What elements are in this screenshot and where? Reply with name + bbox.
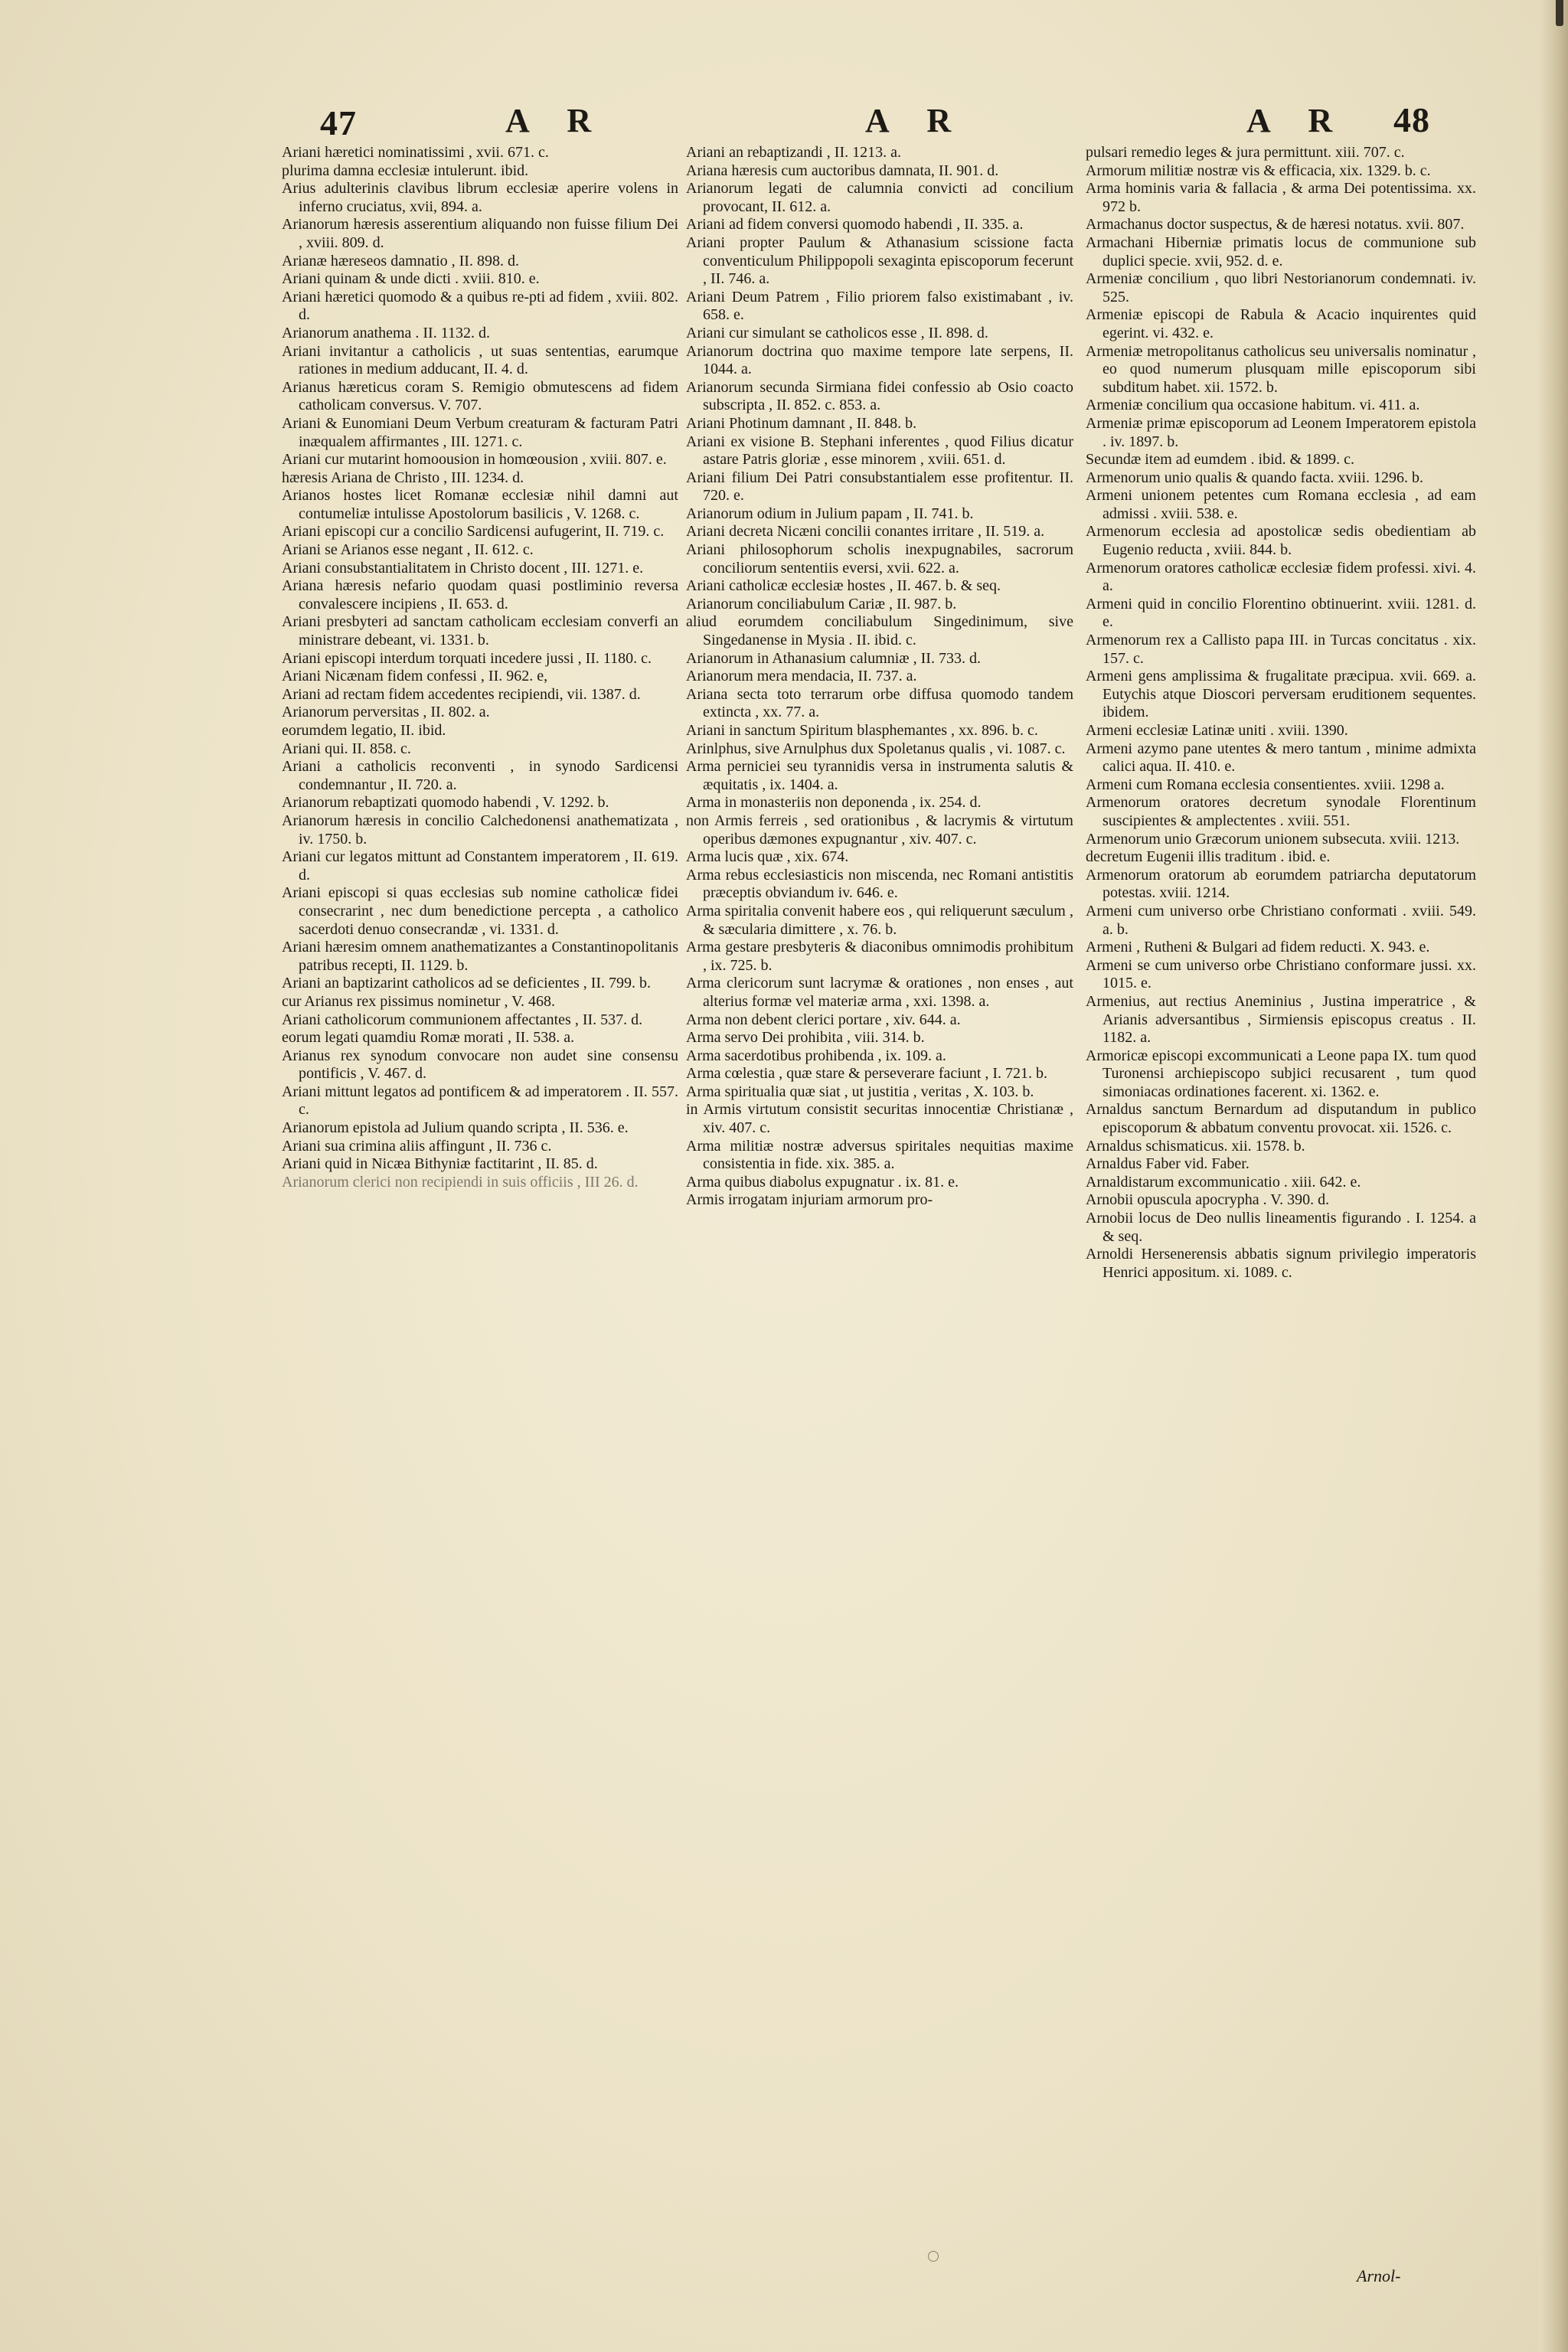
- running-head-3: A R: [1246, 102, 1348, 139]
- index-column-1: [282, 144, 678, 1191]
- index-entry: Armeni ecclesiæ Latinæ uniti . xviii. 1390.: [1086, 722, 1348, 739]
- index-entry: Ariana hæresis nefario quodam quasi postliminio reversa convalescere incipiens , II. 653. d.: [282, 577, 678, 612]
- index-entry: Arianorum mera mendacia, II. 737. a.: [686, 668, 917, 685]
- index-entry: Arius adulterinis clavibus librum ecclesiæ aperire volens in inferno cruciatus, xvii, 894. a.: [282, 180, 678, 215]
- index-entry: aliud eorumdem conciliabulum Singedinimum, sive Singedanense in Mysia . II. ibid. c.: [686, 613, 1073, 649]
- index-entry: Arnaldistarum excommunicatio . xiii. 642. e.: [1086, 1173, 1361, 1191]
- index-entry: Ariani quid in Nicæa Bithyniæ factitarint , II. 85. d.: [282, 1155, 598, 1173]
- index-entry: Armeni gens amplissima & frugalitate præcipua. xvii. 669. a. Eutychis atque Dioscori perversam eruditionem sequentes. ibidem.: [1086, 668, 1476, 721]
- index-entry: Ariani presbyteri ad sanctam catholicam ecclesiam converfi an ministrare debeant, vi. 1331. b.: [282, 613, 678, 649]
- index-entry: eorumdem legatio, II. ibid.: [282, 722, 446, 739]
- page-edge: [1539, 0, 1568, 2352]
- index-entry: in Armis virtutum consistit securitas innocentiæ Christianæ , xiv. 407. c.: [686, 1101, 1073, 1137]
- index-entry: Arianorum conciliabulum Cariæ , II. 987. b.: [686, 595, 957, 612]
- index-entry: Ariani ad rectam fidem accedentes recipiendi, vii. 1387. d.: [282, 685, 641, 703]
- index-entry: Armeni , Rutheni & Bulgari ad fidem reducti. X. 943. e.: [1086, 939, 1430, 956]
- index-entry: Arianus hæreticus coram S. Remigio obmutescens ad fidem catholicam conversus. V. 707.: [282, 378, 678, 414]
- index-entry: Arianorum hæresis in concilio Calchedonensi anathematizata , iv. 1750. b.: [282, 812, 678, 848]
- index-entry: Arnaldus Faber vid. Faber.: [1086, 1155, 1250, 1173]
- index-entry: Armenorum unio Græcorum unionem subsecuta. xviii. 1213.: [1086, 830, 1460, 848]
- index-entry: Arianorum clerici non recipiendi in suis officiis , III 26. d.: [282, 1173, 639, 1191]
- index-entry: eorum legati quamdiu Romæ morati , II. 538. a.: [282, 1029, 575, 1047]
- bookmark-tab: [1556, 0, 1563, 26]
- index-entry: Ariani episcopi interdum torquati incedere jussi , II. 1180. c.: [282, 649, 652, 667]
- index-entry: Arma in monasteriis non deponenda , ix. 254. d.: [686, 794, 982, 812]
- index-entry: Arnobii opuscula apocrypha . V. 390. d.: [1086, 1191, 1330, 1209]
- index-entry: Ariani filium Dei Patri consubstantialem esse profitentur. II. 720. e.: [686, 469, 1073, 505]
- running-head-2: A R: [865, 102, 967, 139]
- index-entry: Arma quibus diabolus expugnatur . ix. 81. e.: [686, 1173, 959, 1191]
- index-entry: Arma clericorum sunt lacrymæ & orationes , non enses , aut alterius formæ vel materiæ arma , xxi. 1398. a.: [686, 975, 1073, 1010]
- index-entry: Armeni se cum universo orbe Christiano conformare jussi. xx. 1015. e.: [1086, 956, 1476, 992]
- running-head-1: A R: [505, 102, 607, 139]
- index-entry: decretum Eugenii illis traditum . ibid. e.: [1086, 848, 1331, 866]
- page-number-right: 48: [1393, 100, 1430, 139]
- index-entry: Arinlphus, sive Arnulphus dux Spoletanus qualis , vi. 1087. c.: [686, 740, 1066, 757]
- index-entry: Arianorum epistola ad Julium quando scripta , II. 536. e.: [282, 1119, 629, 1137]
- index-entry: Secundæ item ad eumdem . ibid. & 1899. c.: [1086, 451, 1355, 469]
- index-entry: non Armis ferreis , sed orationibus , & lacrymis & virtutum operibus dæmones expugnantur , xiv. 407. c.: [686, 812, 1073, 848]
- index-entry: Arianorum in Athanasium calumniæ , II. 733. d.: [686, 649, 981, 667]
- index-entry: Arianorum doctrina quo maxime tempore late serpens, II. 1044. a.: [686, 342, 1073, 378]
- index-entry: Armachani Hiberniæ primatis locus de communione sub duplici specie. xvii, 952. d. e.: [1086, 234, 1476, 270]
- index-entry: Armeniæ concilium qua occasione habitum. vi. 411. a.: [1086, 397, 1420, 414]
- index-entry: Armenorum ecclesia ad apostolicæ sedis obedientiam ab Eugenio reducta , xviii. 844. b.: [1086, 523, 1476, 559]
- index-entry: Ariani Nicænam fidem confessi , II. 962. e,: [282, 668, 548, 685]
- index-entry: Armeniæ episcopi de Rabula & Acacio inquirentes quid egerint. vi. 432. e.: [1086, 306, 1476, 341]
- index-entry: Arianus rex synodum convocare non audet sine consensu pontificis , V. 467. d.: [282, 1047, 678, 1083]
- index-entry: Arma servo Dei prohibita , viii. 314. b.: [686, 1029, 925, 1047]
- index-entry: Arma non debent clerici portare , xiv. 644. a.: [686, 1011, 961, 1028]
- index-entry: Arianæ hæreseos damnatio , II. 898. d.: [282, 252, 519, 270]
- index-entry: Armeni quid in concilio Florentino obtinuerint. xviii. 1281. d. e.: [1086, 595, 1476, 631]
- index-entry: Arianorum secunda Sirmiana fidei confessio ab Osio coacto subscripta , II. 852. c. 853. a.: [686, 378, 1073, 414]
- index-entry: pulsari remedio leges & jura permittunt. xiii. 707. c.: [1086, 144, 1405, 161]
- index-entry: Ariani se Arianos esse negant , II. 612. c.: [282, 541, 534, 559]
- index-entry: Armenorum oratores catholicæ ecclesiæ fidem professi. xivi. 4. a.: [1086, 559, 1476, 595]
- index-entry: Armenorum oratorum ab eorumdem patriarcha deputatorum potestas. xviii. 1214.: [1086, 866, 1476, 902]
- index-entry: Arma sacerdotibus prohibenda , ix. 109. a.: [686, 1047, 946, 1064]
- index-entry: Armeniæ metropolitanus catholicus seu universalis nominatur , eo quod numerum plusquam mille episcoporum sibi subditum habet. xii. 1572. b.: [1086, 342, 1476, 396]
- index-entry: Armachanus doctor suspectus, & de hæresi notatus. xvii. 807.: [1086, 216, 1465, 234]
- index-entry: Armorum militiæ nostræ vis & efficacia, xix. 1329. b. c.: [1086, 162, 1431, 179]
- index-entry: Armeni unionem petentes cum Romana ecclesia , ad eam admissi . xviii. 538. e.: [1086, 487, 1476, 522]
- index-entry: Ariani catholicæ ecclesiæ hostes , II. 467. b. & seq.: [686, 577, 1001, 595]
- index-entry: Ariani sua crimina aliis affingunt , II. 736 c.: [282, 1137, 552, 1155]
- index-entry: Arianorum rebaptizati quomodo habendi , V. 1292. b.: [282, 794, 609, 812]
- catchword: Arnol-: [1357, 2266, 1401, 2285]
- index-entry: Ariani ad fidem conversi quomodo habendi , II. 335. a.: [686, 216, 1024, 234]
- index-entry: Ariani hæretici nominatissimi , xvii. 671. c.: [282, 144, 549, 161]
- index-entry: Ariana secta toto terrarum orbe diffusa quomodo tandem extincta , xx. 77. a.: [686, 685, 1073, 721]
- index-entry: Armoricæ episcopi excommunicati a Leone papa IX. tum quod Turonensi archiepiscopo subjici recusarent , tum quod simoniacas ordinationes facerent. xi. 1362. e.: [1086, 1047, 1476, 1100]
- index-entry: Armeni cum Romana ecclesia consentientes. xviii. 1298 a.: [1086, 776, 1445, 793]
- index-entry: Ariani hæresim omnem anathematizantes a Constantinopolitanis patribus recepti, II. 1129. b.: [282, 939, 678, 974]
- index-entry: Arnobii locus de Deo nullis lineamentis figurando . I. 1254. a & seq.: [1086, 1210, 1476, 1245]
- index-entry: Ariani cur mutarint homoousion in homœousion , xviii. 807. e.: [282, 451, 667, 469]
- index-entry: Ariani philosophorum scholis inexpugnabiles, sacrorum conciliorum sententiis eversi, xvii. 622. a.: [686, 541, 1073, 577]
- index-entry: Ariani quinam & unde dicti . xviii. 810. e.: [282, 270, 540, 288]
- index-entry: Ariani mittunt legatos ad pontificem & ad imperatorem . II. 557. c.: [282, 1083, 678, 1119]
- index-entry: Armenorum rex a Callisto papa III. in Turcas concitatus . xix. 157. c.: [1086, 632, 1476, 667]
- index-entry: Arma lucis quæ , xix. 674.: [686, 848, 849, 866]
- index-entry: Ariani an rebaptizandi , II. 1213. a.: [686, 144, 902, 161]
- index-entry: Ariani a catholicis reconventi , in synodo Sardicensi condemnantur , II. 720. a.: [282, 758, 678, 793]
- index-entry: Arianorum hæresis asserentium aliquando non fuisse filium Dei , xviii. 809. d.: [282, 216, 678, 251]
- index-entry: Arma gestare presbyteris & diaconibus omnimodis prohibitum , ix. 725. b.: [686, 939, 1073, 974]
- index-entry: Arma spiritalia convenit habere eos , qui reliquerunt sæculum , & sæcularia dimittere , x. 76. b.: [686, 902, 1073, 938]
- index-entry: Ariani cur legatos mittunt ad Constantem imperatorem , II. 619. d.: [282, 848, 678, 884]
- index-column-2: [686, 144, 1073, 1210]
- index-entry: Armenorum oratores decretum synodale Florentinum suscipientes & amplectentes . xviii. 551.: [1086, 794, 1476, 829]
- index-entry: Ariani episcopi si quas ecclesias sub nomine catholicæ fidei consecrarint , nec dum benedictione percepta , a catholico sacerdoti denuo consecrandæ , vi. 1331. d.: [282, 884, 678, 938]
- index-entry: Ariani consubstantialitatem in Christo docent , III. 1271. e.: [282, 559, 644, 577]
- index-entry: Ariana hæresis cum auctoribus damnata, II. 901. d.: [686, 162, 999, 179]
- index-entry: Ariani in sanctum Spiritum blasphemantes , xx. 896. b. c.: [686, 722, 1038, 739]
- index-entry: Arma militiæ nostræ adversus spiritales nequitias maxime consistentia in fide. xix. 385. a.: [686, 1137, 1073, 1173]
- index-entry: Arma perniciei seu tyrannidis versa in instrumenta salutis & æquitatis , ix. 1404. a.: [686, 758, 1073, 793]
- index-entry: Arma hominis varia & fallacia , & arma Dei potentissima. xx. 972 b.: [1086, 180, 1476, 215]
- index-entry: Arnaldus sanctum Bernardum ad disputandum in publico episcoporum & abbatum conventu provocat. xii. 1526. c.: [1086, 1101, 1476, 1137]
- index-entry: Ariani propter Paulum & Athanasium scissione facta conventiculum Philippopoli sexaginta episcoporum fecerunt , II. 746. a.: [686, 234, 1073, 288]
- index-entry: cur Arianus rex pissimus nominetur , V. 468.: [282, 992, 556, 1010]
- index-entry: Ariani cur simulant se catholicos esse , II. 898. d.: [686, 324, 988, 341]
- index-entry: Ariani decreta Nicæni concilii conantes irritare , II. 519. a.: [686, 523, 1045, 541]
- index-entry: Arianorum legati de calumnia convicti ad concilium provocant, II. 612. a.: [686, 180, 1073, 215]
- index-entry: Ariani catholicorum communionem affectantes , II. 537. d.: [282, 1011, 643, 1028]
- index-entry: hæresis Ariana de Christo , III. 1234. d.: [282, 469, 524, 486]
- index-entry: Arma rebus ecclesiasticis non miscenda, nec Romani antistitis præceptis obviandum iv. 646. e.: [686, 866, 1073, 902]
- index-entry: Arianos hostes licet Romanæ ecclesiæ nihil damni aut contumeliæ intulisse Apostolorum basilicis , V. 1268. c.: [282, 487, 678, 522]
- index-entry: Armeni azymo pane utentes & mero tantum , minime admixta calici aqua. II. 410. e.: [1086, 740, 1476, 776]
- index-entry: plurima damna ecclesiæ intulerunt. ibid.: [282, 162, 529, 179]
- index-entry: Arma cœlestia , quæ stare & perseverare faciunt , I. 721. b.: [686, 1065, 1048, 1083]
- index-entry: Ariani qui. II. 858. c.: [282, 740, 411, 757]
- index-entry: Arianorum anathema . II. 1132. d.: [282, 324, 490, 341]
- index-entry: Armenorum unio qualis & quando facta. xviii. 1296. b.: [1086, 469, 1424, 486]
- index-entry: Arnaldus schismaticus. xii. 1578. b.: [1086, 1137, 1305, 1155]
- index-entry: Armeni cum universo orbe Christiano conformati . xviii. 549. a. b.: [1086, 902, 1476, 938]
- index-entry: Ariani hæretici quomodo & a quibus re-pti ad fidem , xviii. 802. d.: [282, 288, 678, 324]
- index-entry: Arma spiritualia quæ siat , ut justitia , veritas , X. 103. b.: [686, 1083, 1034, 1100]
- index-entry: Ariani ex visione B. Stephani inferentes , quod Filius dicatur astare Patris gloriæ , esse minorem , xviii. 651. d.: [686, 433, 1073, 469]
- index-entry: Ariani Deum Patrem , Filio priorem falso existimabant , iv. 658. e.: [686, 288, 1073, 324]
- index-entry: Arianorum perversitas , II. 802. a.: [282, 704, 490, 721]
- index-entry: Ariani an baptizarint catholicos ad se deficientes , II. 799. b.: [282, 975, 652, 992]
- index-entry: Arianorum odium in Julium papam , II. 741. b.: [686, 505, 974, 522]
- index-entry: Armeniæ concilium , quo libri Nestorianorum condemnati. iv. 525.: [1086, 270, 1476, 305]
- index-entry: Ariani Photinum damnant , II. 848. b.: [686, 414, 917, 432]
- index-column-3: [1086, 144, 1476, 1282]
- index-entry: Arnoldi Hersenerensis abbatis signum privilegio imperatoris Henrici appositum. xi. 1089. c.: [1086, 1246, 1476, 1281]
- index-entry: Armis irrogatam injuriam armorum pro-: [686, 1191, 933, 1209]
- page-number-left: 47: [320, 103, 357, 142]
- index-entry: Armenius, aut rectius Aneminius , Justina imperatrice , & Arianis adversantibus , Sirmiensis episcopus creatus . II. 1182. a.: [1086, 992, 1476, 1047]
- index-entry: Ariani invitantur a catholicis , ut suas sententias, earumque rationes in medium adducant, II. 4. d.: [282, 342, 678, 378]
- ornament-circle: [928, 2251, 939, 2262]
- index-entry: Armeniæ primæ episcoporum ad Leonem Imperatorem epistola . iv. 1897. b.: [1086, 414, 1476, 450]
- index-entry: Ariani episcopi cur a concilio Sardicensi aufugerint, II. 719. c.: [282, 523, 665, 541]
- page-header: [0, 93, 1568, 147]
- index-entry: Ariani & Eunomiani Deum Verbum creaturam & facturam Patri inæqualem affirmantes , III. 1271. c.: [282, 414, 678, 450]
